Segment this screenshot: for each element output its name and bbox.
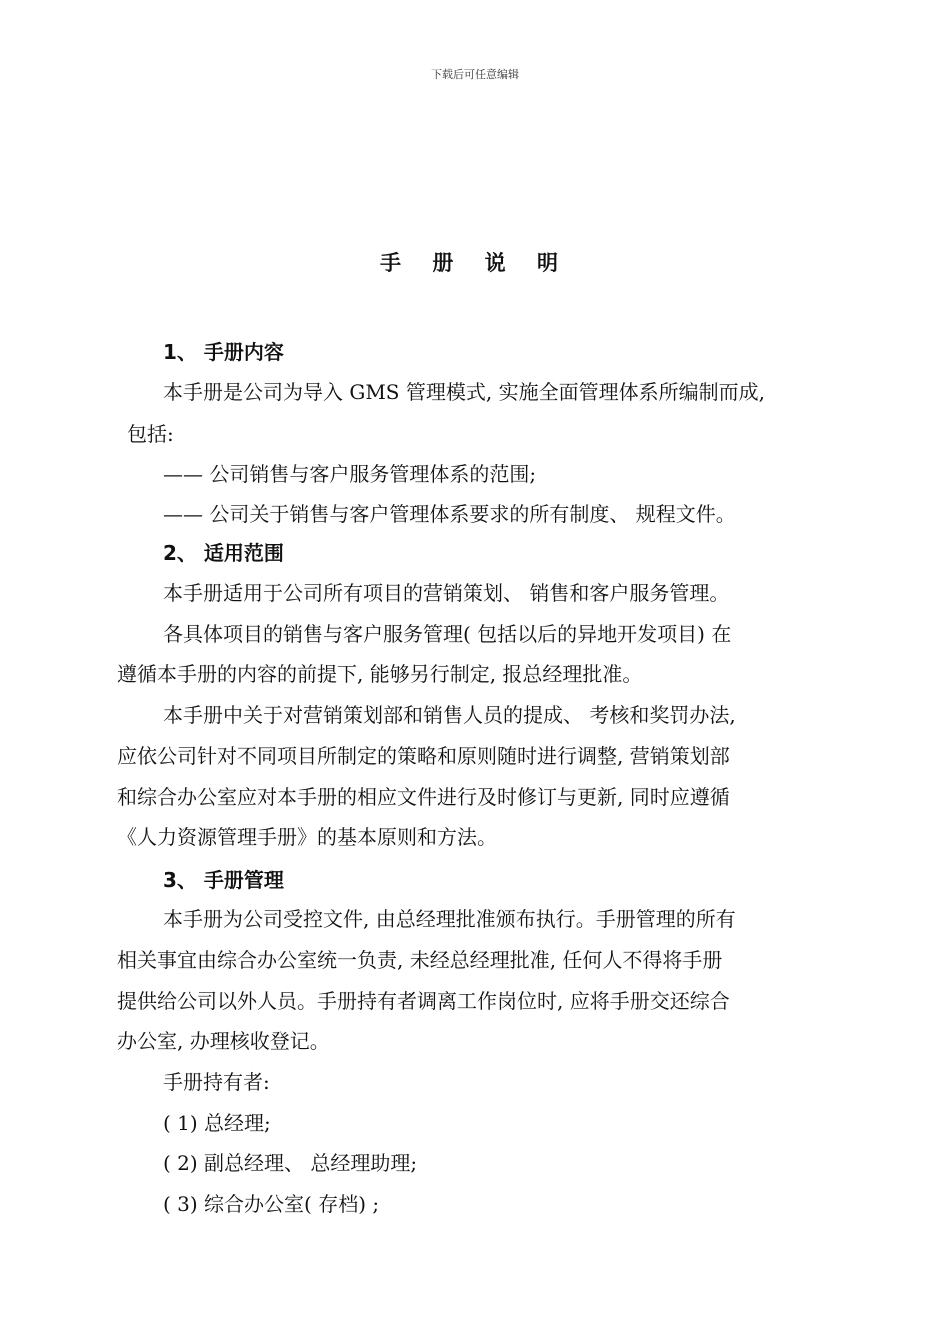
section-heading: 1、 手册内容 bbox=[163, 340, 284, 364]
list-item: ( 1) 总经理; bbox=[163, 1111, 271, 1135]
header-note: 下载后可任意编辑 bbox=[431, 68, 519, 81]
body-line: —— 公司销售与客户服务管理体系的范围; bbox=[163, 462, 537, 486]
body-line: 《人力资源管理手册》的基本原则和方法。 bbox=[117, 825, 497, 849]
body-line: 各具体项目的销售与客户服务管理( 包括以后的异地开发项目) 在 bbox=[163, 622, 732, 646]
body-line: —— 公司关于销售与客户管理体系要求的所有制度、 规程文件。 bbox=[163, 502, 736, 526]
body-line: 遵循本手册的内容的前提下, 能够另行制定, 报总经理批准。 bbox=[117, 662, 643, 686]
body-line: 本手册为公司受控文件, 由总经理批准颁布执行。手册管理的所有 bbox=[163, 907, 736, 931]
list-item: ( 3) 综合办公室( 存档) ; bbox=[163, 1192, 380, 1216]
section-heading: 3、 手册管理 bbox=[163, 868, 284, 892]
body-line: 手册持有者: bbox=[163, 1070, 270, 1094]
body-line: 提供给公司以外人员。手册持有者调离工作岗位时, 应将手册交还综合 bbox=[117, 989, 730, 1013]
section-heading: 2、 适用范围 bbox=[163, 541, 284, 565]
body-line: 本手册是公司为导入 GMS 管理模式, 实施全面管理体系所编制而成, bbox=[163, 380, 765, 404]
body-line: 和综合办公室应对本手册的相应文件进行及时修订与更新, 同时应遵循 bbox=[117, 785, 730, 809]
body-line: 相关事宜由综合办公室统一负责, 未经总经理批准, 任何人不得将手册 bbox=[117, 948, 723, 972]
body-line: 本手册适用于公司所有项目的营销策划、 销售和客户服务管理。 bbox=[163, 581, 730, 605]
body-line: 办公室, 办理核收登记。 bbox=[117, 1029, 330, 1053]
list-item: ( 2) 副总经理、 总经理助理; bbox=[163, 1151, 418, 1175]
body-line: 包括: bbox=[127, 422, 174, 446]
body-line: 应依公司针对不同项目所制定的策略和原则随时进行调整, 营销策划部 bbox=[117, 744, 730, 768]
body-line: 本手册中关于对营销策划部和销售人员的提成、 考核和奖罚办法, bbox=[163, 703, 736, 727]
page-title: 手 册 说 明 bbox=[380, 251, 570, 275]
